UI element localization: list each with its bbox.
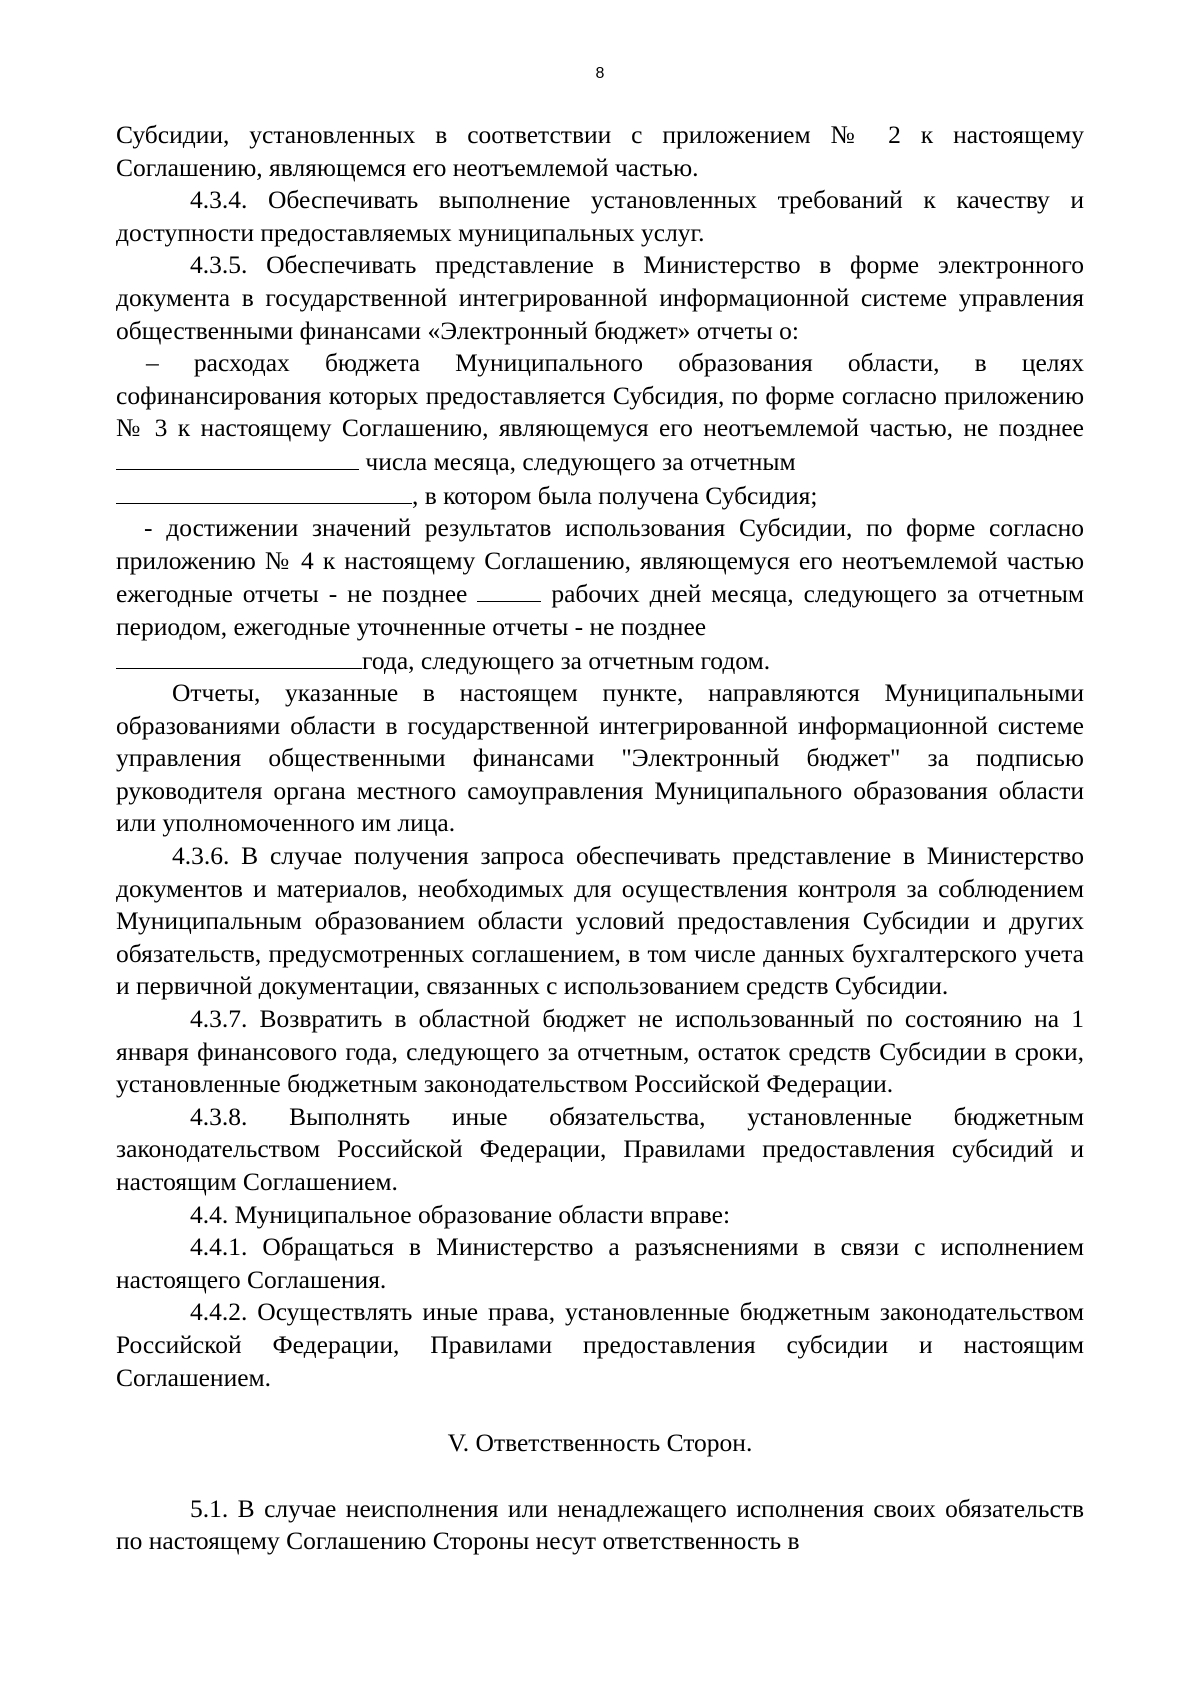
paragraph-4-4-2: 4.4.2. Осуществлять иные права, установленные бюджетным законодательством Российской Федерации, Правилами предоставления субсидии и настоящим Соглашением. — [116, 1297, 1084, 1392]
paragraph-4-3-8: 4.3.8. Выполнять иные обязательства, установленные бюджетным законодательством Российской Федерации, Правилами предоставления субсидий и настоящим Соглашением. — [116, 1101, 1084, 1196]
paragraph-4-4: 4.4. Муниципальное образование области вправе: — [190, 1199, 731, 1229]
paragraph-subsidy-continuation: Субсидии, установленных в соответствии с приложением № 2 к настоящему Соглашению, являющемся его неотъемлемой частью. — [116, 120, 1084, 182]
paragraph-results-report — [116, 512, 1084, 677]
paragraph-4-4-1: 4.4.1. Обращаться в Министерство а разъяснениями в связи с исполнением настоящего Соглашения. — [116, 1232, 1084, 1294]
results-report-text-3: года, следующего за отчетным годом. — [362, 645, 771, 675]
deadline-blank — [116, 445, 359, 470]
workdays-blank — [477, 577, 541, 602]
paragraph-5-1: 5.1. В случае неисполнения или ненадлежащего исполнения своих обязательств по настоящему Соглашению Стороны несут ответственность в — [116, 1493, 1084, 1556]
document-body — [116, 119, 1084, 1558]
paragraph-reports-sent: Отчеты, указанные в настоящем пункте, направляются Муниципальными образованиями области в государственной интегрированной информационной системе управления общественными финансами "Электронный бюджет" за подписью руководителя органа местного самоуправления Муниципального образования области или уполномоченного им лица. — [116, 678, 1084, 838]
page-number: 8 — [595, 65, 605, 82]
paragraph-4-3-6: 4.3.6. В случае получения запроса обеспечивать представление в Министерство документов и материалов, необходимых для осуществления контроля за соблюдением Муниципальным образованием области условий предоставления Субсидии и других обязательств, предусмотренных соглашением, в том числе данных бухгалтерского учета и первичной документации, связанных с использованием средств Субсидии. — [116, 841, 1084, 1001]
paragraph-4-3-7: 4.3.7. Возвратить в областной бюджет не использованный по состоянию на 1 января финансового года, следующего за отчетным, остаток средств Субсидии в сроки, установленные бюджетным законодательством Российской Федерации. — [116, 1004, 1084, 1099]
paragraph-4-3-5: 4.3.5. Обеспечивать представление в Министерство в форме электронного документа в государственной интегрированной информационной системе управления общественными финансами «Электронный бюджет» отчеты о: — [116, 250, 1084, 345]
period-blank — [116, 479, 412, 504]
paragraph-4-3-4: 4.3.4. Обеспечивать выполнение установленных требований к качеству и доступности предоставляемых муниципальных услуг. — [116, 185, 1084, 247]
results-report-text-2: рабочих дней месяца, следующего за отчетным периодом, ежегодные уточненные отчеты - не позднее — [116, 579, 1085, 641]
results-report-text: - достижении значений результатов использования Субсидии, по форме согласно приложению № 4 к настоящему Соглашению, являющемуся его неотъемлемой частью ежегодные отчеты - не позднее — [116, 513, 1084, 609]
expenses-report-text: – расходах бюджета Муниципального образования области, в целях софинансирования которых предоставляется Субсидия, по форме согласно приложению № 3 к настоящему Соглашению, являющемуся его неотъемлемой частью, не позднее — [116, 348, 1084, 443]
expenses-report-text-2: числа месяца, следующего за отчетным — [365, 446, 796, 476]
paragraph-expenses-report — [116, 347, 1084, 512]
expenses-report-text-3: , в котором была получена Субсидия; — [412, 480, 818, 510]
year-blank — [116, 644, 362, 669]
section-heading: V. Ответственность Сторон. — [447, 1428, 753, 1458]
